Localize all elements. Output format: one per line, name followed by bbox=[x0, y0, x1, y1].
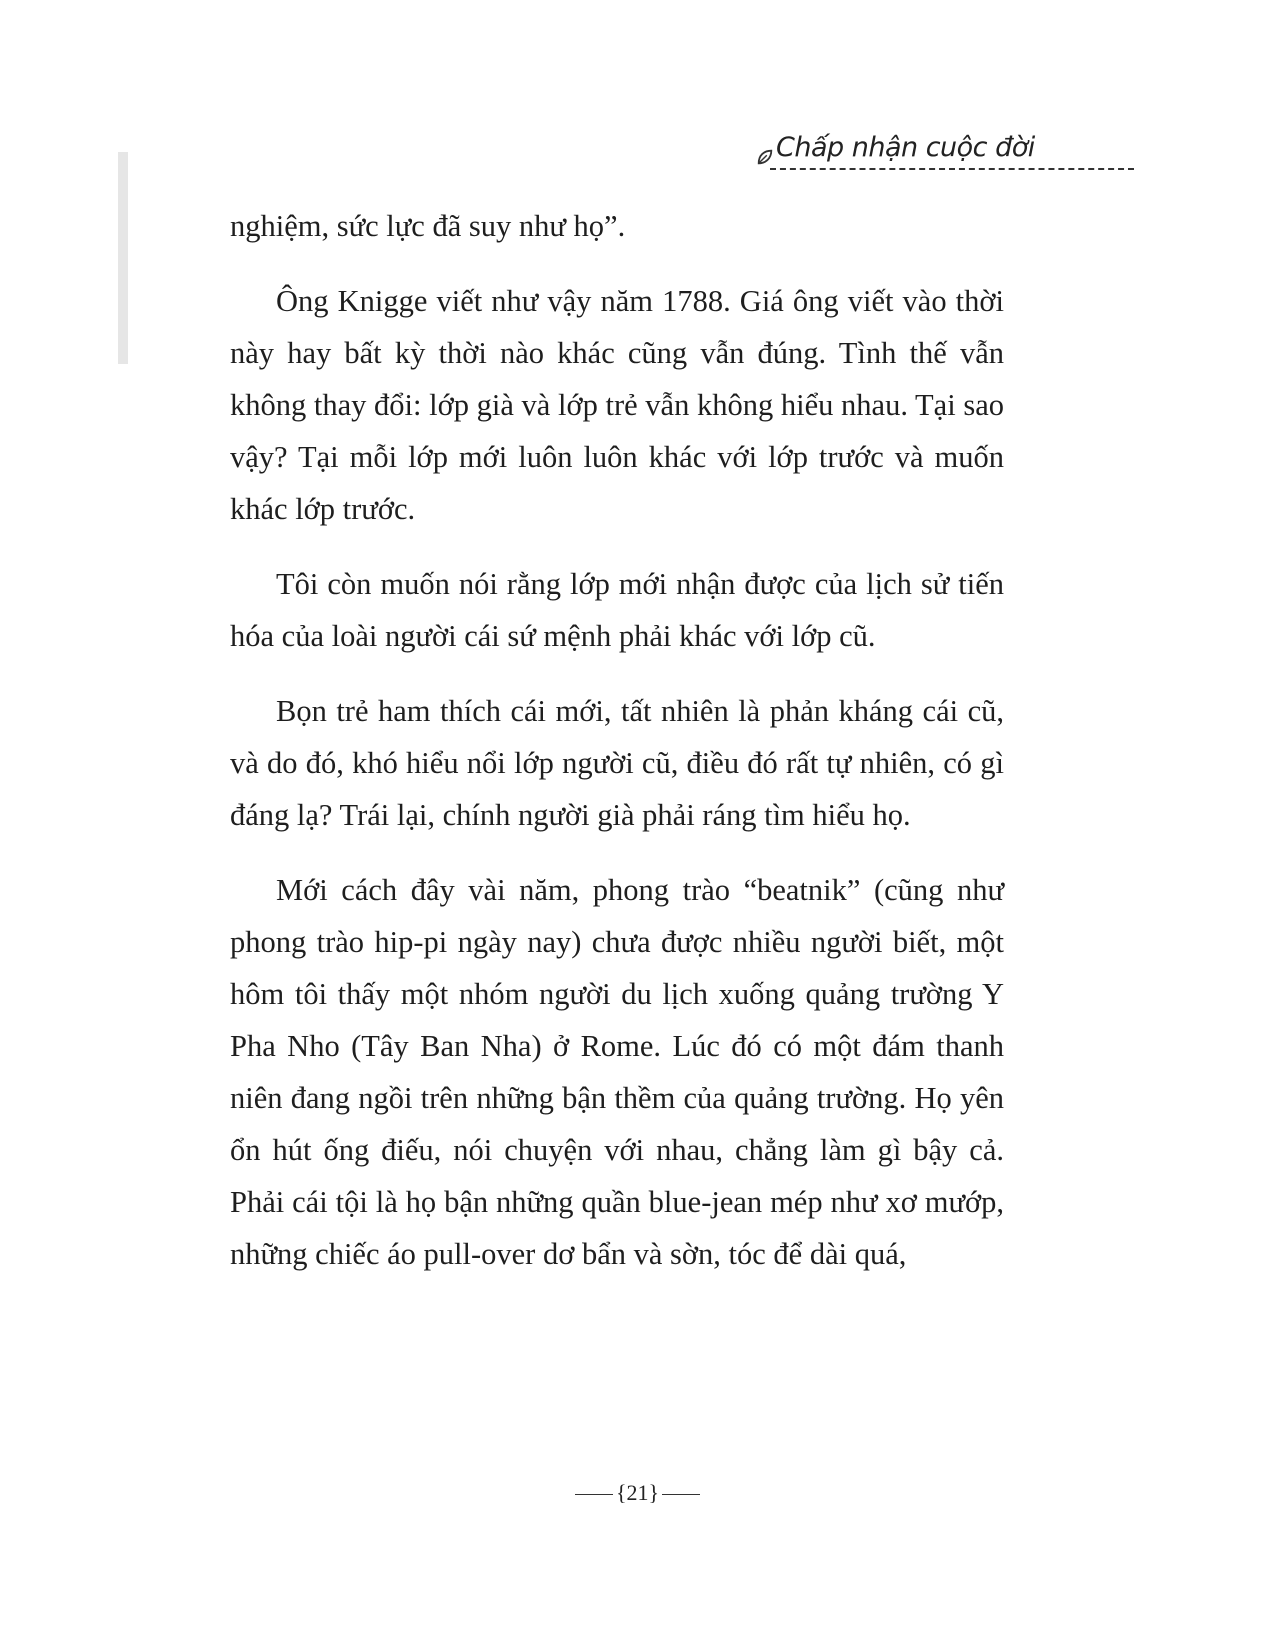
running-header-title: Chấp nhận cuộc đời bbox=[776, 132, 1035, 163]
running-header bbox=[756, 132, 1136, 176]
footer-rule-left bbox=[575, 1494, 613, 1495]
header-dashed-rule bbox=[770, 168, 1134, 170]
page-footer bbox=[0, 1480, 1275, 1506]
page-number: {21} bbox=[615, 1480, 660, 1505]
footer-rule-right bbox=[662, 1494, 700, 1495]
paragraph-continued: nghiệm, sức lực đã suy như họ”. bbox=[230, 209, 626, 243]
margin-bar bbox=[118, 152, 128, 364]
paragraph: Tôi còn muốn nói rằng lớp mới nhận được của lịch sử tiến hóa của loài người cái sứ mệnh phải khác với lớp cũ. bbox=[230, 567, 1004, 653]
paragraph: Bọn trẻ ham thích cái mới, tất nhiên là phản kháng cái cũ, và do đó, khó hiểu nổi lớp người cũ, điều đó rất tự nhiên, có gì đáng lạ? Trái lại, chính người già phải ráng tìm hiểu họ. bbox=[230, 694, 1004, 832]
paragraph: Mới cách đây vài năm, phong trào “beatnik” (cũng như phong trào hip-pi ngày nay) chưa được nhiều người biết, một hôm tôi thấy một nhóm người du lịch xuống quảng trường Y Pha Nho (Tây Ban Nha) ở Rome. Lúc đó có một đám thanh niên đang ngồi trên những bận thềm của quảng trường. Họ yên ổn hút ống điếu, nói chuyện với nhau, chẳng làm gì bậy cả. Phải cái tội là họ bận những quần blue-jean mép như xơ mướp, những chiếc áo pull-over dơ bẩn và sờn, tóc để dài quá, bbox=[230, 873, 1004, 1271]
leaf-icon bbox=[756, 148, 774, 166]
paragraph: Ông Knigge viết như vậy năm 1788. Giá ông viết vào thời này hay bất kỳ thời nào khác cũng vẫn đúng. Tình thế vẫn không thay đổi: lớp già và lớp trẻ vẫn không hiểu nhau. Tại sao vậy? Tại mỗi lớp mới luôn luôn khác với lớp trước và muốn khác lớp trước. bbox=[230, 284, 1004, 526]
body-text bbox=[230, 200, 1004, 1303]
